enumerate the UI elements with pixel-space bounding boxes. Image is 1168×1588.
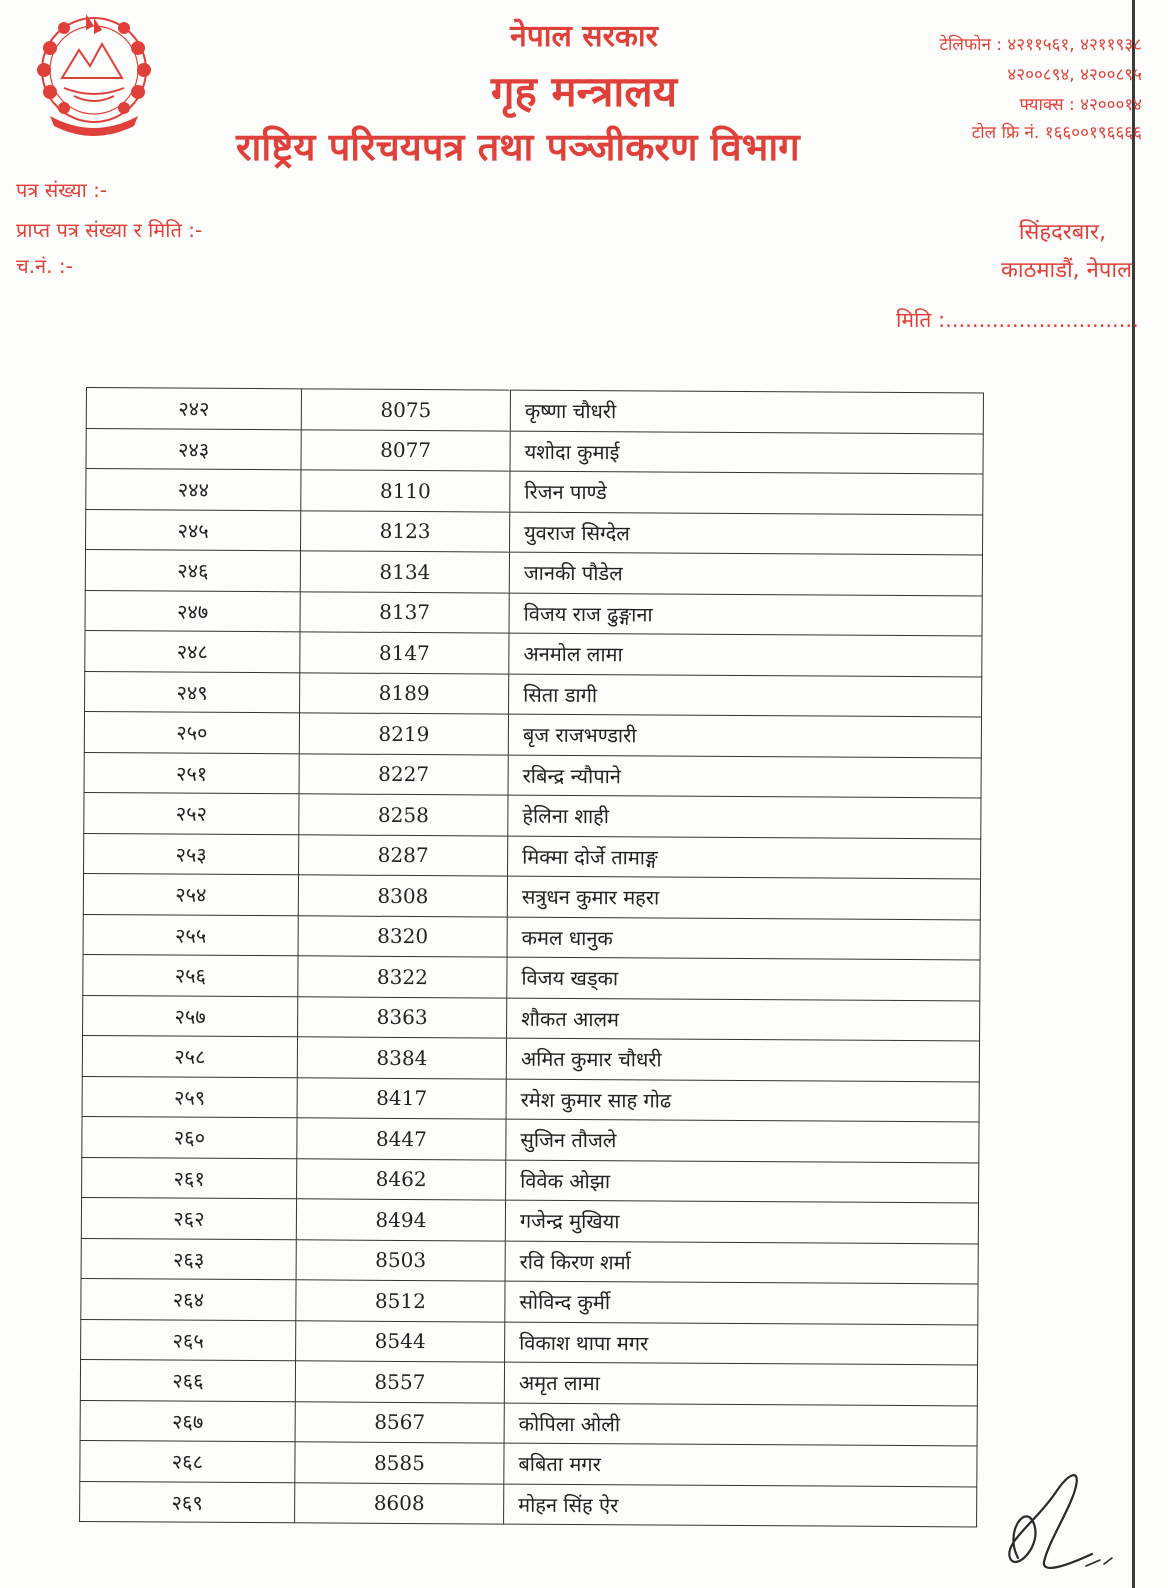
person-name-cell: सत्रुधन कुमार महरा bbox=[507, 876, 980, 919]
table-row bbox=[81, 1238, 978, 1284]
person-name-cell: रिजन पाण्डे bbox=[510, 471, 983, 514]
serial-number-cell: २६३ bbox=[81, 1238, 296, 1280]
person-name-cell: अमृत लामा bbox=[504, 1362, 977, 1405]
registration-number-cell: 8258 bbox=[299, 794, 508, 836]
serial-number-cell: २६५ bbox=[81, 1319, 296, 1361]
serial-number-cell: २५२ bbox=[84, 792, 299, 834]
serial-number-cell: २५९ bbox=[82, 1076, 297, 1118]
registration-number-cell: 8557 bbox=[295, 1361, 504, 1403]
person-name-cell: कोपिला ओली bbox=[504, 1403, 977, 1446]
table-row bbox=[80, 1481, 977, 1527]
registration-number-cell: 8608 bbox=[295, 1482, 504, 1524]
table-row bbox=[83, 995, 980, 1041]
serial-number-cell: २४७ bbox=[85, 590, 300, 632]
registration-number-cell: 8075 bbox=[301, 389, 510, 431]
person-name-cell: रमेश कुमार साह गोढ bbox=[506, 1079, 979, 1122]
person-name-cell: अनमोल लामा bbox=[509, 633, 982, 676]
serial-number-cell: २६० bbox=[82, 1116, 297, 1158]
table-row bbox=[83, 954, 980, 1000]
person-name-cell: कृष्णा चौधरी bbox=[510, 390, 983, 433]
page-edge-line bbox=[1132, 0, 1135, 1588]
serial-number-cell: २४५ bbox=[86, 509, 301, 551]
received-letter-label: प्राप्त पत्र संख्या र मिति :- bbox=[16, 218, 203, 242]
table-row bbox=[84, 833, 981, 879]
table-row bbox=[85, 671, 982, 717]
registration-number-cell: 8417 bbox=[297, 1077, 506, 1119]
registration-number-cell: 8147 bbox=[300, 632, 509, 674]
person-name-cell: बबिता मगर bbox=[504, 1443, 977, 1486]
contact-fax: फ्याक्स : ४२०००१४ bbox=[1019, 95, 1142, 115]
serial-number-cell: २४६ bbox=[85, 550, 300, 592]
person-name-cell: मिक्मा दोर्जे तामाङ्ग bbox=[508, 836, 981, 879]
serial-number-cell: २५० bbox=[84, 711, 299, 753]
government-title: नेपाल सरकार bbox=[510, 19, 658, 54]
registration-number-cell: 8110 bbox=[301, 470, 510, 512]
contact-phone: टेलिफोन : ४२११५६१, ४२११९३८ bbox=[939, 35, 1142, 55]
registration-number-cell: 8287 bbox=[299, 834, 508, 876]
table-row bbox=[82, 1035, 979, 1081]
table-row bbox=[82, 1076, 979, 1122]
table-row bbox=[86, 509, 983, 555]
person-name-cell: शौकत आलम bbox=[507, 998, 980, 1041]
dispatch-number-label: च.नं. :- bbox=[16, 254, 73, 278]
serial-number-cell: २५७ bbox=[83, 995, 298, 1037]
registration-number-cell: 8544 bbox=[296, 1320, 505, 1362]
table-row bbox=[86, 428, 983, 474]
table-row bbox=[84, 752, 981, 798]
table-row bbox=[84, 792, 981, 838]
serial-number-cell: २६८ bbox=[80, 1440, 295, 1482]
person-name-cell: रवि किरण शर्मा bbox=[505, 1241, 978, 1284]
person-name-cell: मोहन सिंह ऐर bbox=[504, 1484, 977, 1527]
name-list-table bbox=[79, 387, 984, 1527]
person-name-cell: रबिन्द्र न्यौपाने bbox=[508, 755, 981, 798]
person-name-cell: अमित कुमार चौधरी bbox=[506, 1038, 979, 1081]
registration-number-cell: 8189 bbox=[300, 672, 509, 714]
date-label: मिति :............................. bbox=[896, 308, 1139, 332]
registration-number-cell: 8219 bbox=[299, 713, 508, 755]
serial-number-cell: २५३ bbox=[84, 833, 299, 875]
table-row bbox=[85, 590, 982, 636]
table-row bbox=[83, 914, 980, 960]
registration-number-cell: 8363 bbox=[298, 996, 507, 1038]
person-name-cell: युवराज सिग्देल bbox=[509, 512, 982, 555]
registration-number-cell: 8077 bbox=[301, 429, 510, 471]
serial-number-cell: २६१ bbox=[82, 1157, 297, 1199]
table-row bbox=[86, 469, 983, 515]
table-row bbox=[85, 550, 982, 596]
person-name-cell: विजय खड्का bbox=[507, 957, 980, 1000]
serial-number-cell: २५५ bbox=[83, 914, 298, 956]
serial-number-cell: २६७ bbox=[80, 1400, 295, 1442]
serial-number-cell: २४४ bbox=[86, 469, 301, 511]
registration-number-cell: 8494 bbox=[296, 1199, 505, 1241]
registration-number-cell: 8384 bbox=[297, 1037, 506, 1079]
table-row bbox=[84, 711, 981, 757]
table-row bbox=[81, 1197, 978, 1243]
person-name-cell: विवेक ओझा bbox=[506, 1160, 979, 1203]
address-line-2: काठमाडौं, नेपाल bbox=[1000, 258, 1132, 283]
registration-number-cell: 8137 bbox=[300, 591, 509, 633]
registration-number-cell: 8462 bbox=[297, 1158, 506, 1200]
serial-number-cell: २५६ bbox=[83, 954, 298, 996]
serial-number-cell: २६९ bbox=[80, 1481, 295, 1523]
registration-number-cell: 8447 bbox=[297, 1118, 506, 1160]
serial-number-cell: २६६ bbox=[80, 1359, 295, 1401]
serial-number-cell: २४९ bbox=[85, 671, 300, 713]
person-name-cell: हेलिना शाही bbox=[508, 795, 981, 838]
registration-number-cell: 8512 bbox=[296, 1280, 505, 1322]
table-row bbox=[80, 1400, 977, 1446]
registration-number-cell: 8308 bbox=[298, 875, 507, 917]
ministry-title: गृह मन्त्रालय bbox=[490, 67, 678, 116]
letter-number-label: पत्र संख्या :- bbox=[16, 178, 108, 202]
table-row bbox=[80, 1359, 977, 1405]
person-name-cell: कमल धानुक bbox=[507, 917, 980, 960]
person-name-cell: सिता डागी bbox=[509, 674, 982, 717]
serial-number-cell: २६४ bbox=[81, 1278, 296, 1320]
person-name-cell: बृज राजभण्डारी bbox=[508, 714, 981, 757]
person-name-cell: जानकी पौडेल bbox=[509, 552, 982, 595]
registration-number-cell: 8567 bbox=[295, 1401, 504, 1443]
signature-mark bbox=[996, 1462, 1132, 1582]
contact-phone-2: ४२००८९४, ४२००८९५ bbox=[1007, 65, 1142, 85]
person-name-cell: यशोदा कुमाई bbox=[510, 431, 983, 474]
registration-number-cell: 8123 bbox=[301, 510, 510, 552]
person-name-cell: गजेन्द्र मुखिया bbox=[505, 1200, 978, 1243]
registration-number-cell: 8503 bbox=[296, 1239, 505, 1281]
registration-number-cell: 8320 bbox=[298, 915, 507, 957]
serial-number-cell: २४२ bbox=[86, 388, 301, 430]
registration-number-cell: 8134 bbox=[300, 551, 509, 593]
person-name-cell: सुजिन तौजले bbox=[506, 1119, 979, 1162]
department-title: राष्ट्रिय परिचयपत्र तथा पञ्जीकरण विभाग bbox=[236, 125, 800, 169]
person-name-cell: सोविन्द कुर्मी bbox=[505, 1281, 978, 1324]
serial-number-cell: २४३ bbox=[86, 428, 301, 470]
table-row bbox=[85, 630, 982, 676]
serial-number-cell: २५४ bbox=[83, 873, 298, 915]
table-row bbox=[83, 873, 980, 919]
table-row bbox=[81, 1319, 978, 1365]
registration-number-cell: 8322 bbox=[298, 956, 507, 998]
table-row bbox=[80, 1440, 977, 1486]
table-row bbox=[81, 1278, 978, 1324]
table-row bbox=[82, 1116, 979, 1162]
serial-number-cell: २६२ bbox=[81, 1197, 296, 1239]
registration-number-cell: 8227 bbox=[299, 753, 508, 795]
person-name-cell: विजय राज ढुङ्गाना bbox=[509, 593, 982, 636]
person-name-cell: विकाश थापा मगर bbox=[505, 1322, 978, 1365]
table-row bbox=[82, 1157, 979, 1203]
contact-tollfree: टोल फ्रि नं. १६६००१९६६६६ bbox=[971, 123, 1142, 143]
table-row bbox=[86, 388, 983, 434]
registration-number-cell: 8585 bbox=[295, 1442, 504, 1484]
serial-number-cell: २४८ bbox=[85, 630, 300, 672]
address-line-1: सिंहदरबार, bbox=[1018, 220, 1106, 245]
serial-number-cell: २५१ bbox=[84, 752, 299, 794]
serial-number-cell: २५८ bbox=[82, 1035, 297, 1077]
